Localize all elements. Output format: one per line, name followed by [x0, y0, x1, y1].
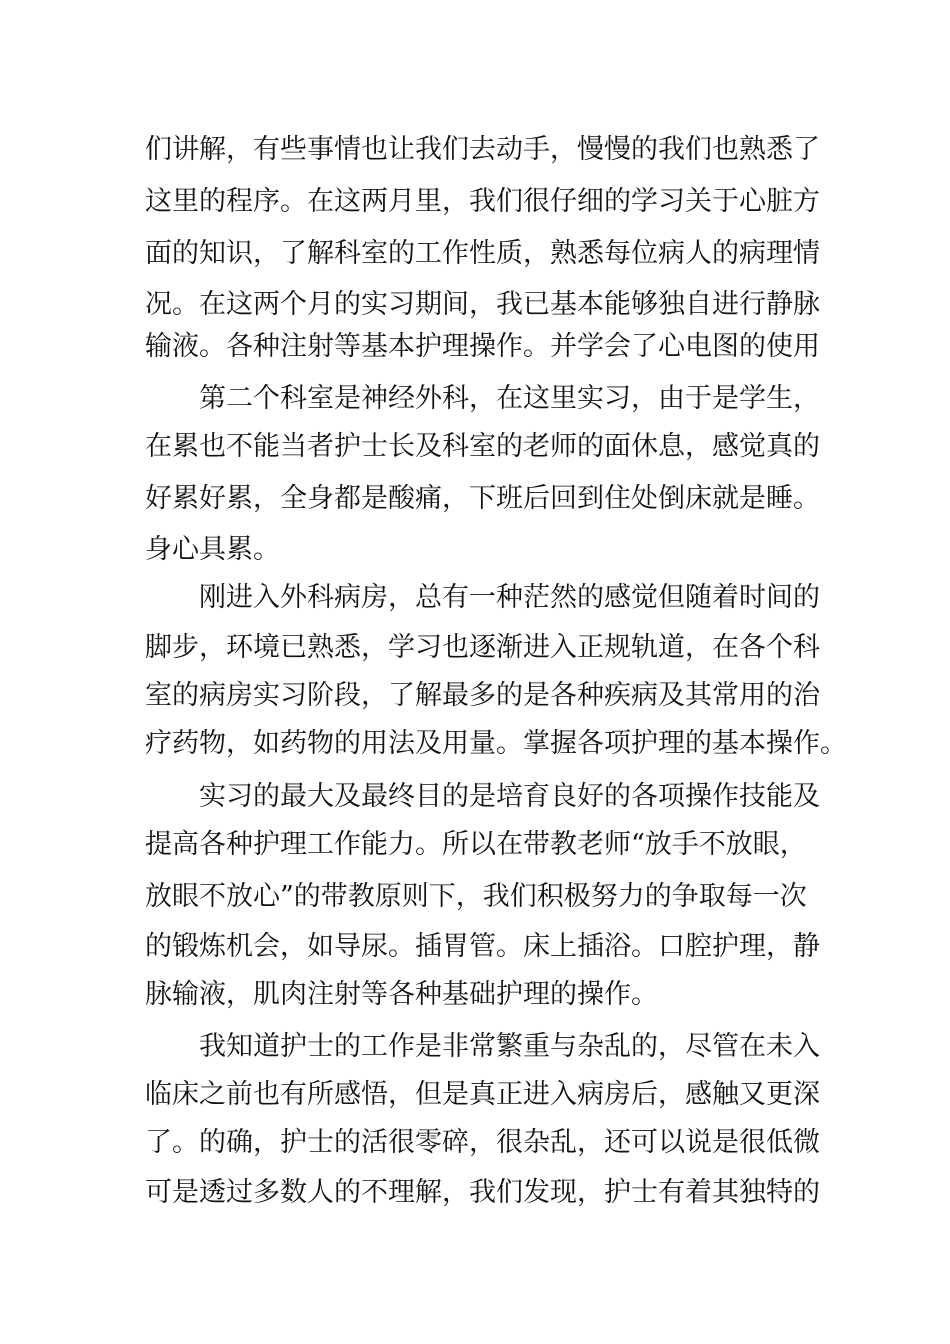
text-line: 输液。各种注射等基本护理操作。并学会了心电图的使用 [145, 331, 820, 362]
text-line: 疗药物，如药物的用法及用量。掌握各项护理的基本操作。 [145, 728, 847, 759]
text-line: 身心具累。 [145, 534, 280, 565]
text-line: 提高各种护理工作能力。所以在带教老师“放手不放眼， [145, 829, 807, 860]
text-line: 脉输液，肌肉注射等各种基础护理的操作。 [145, 979, 658, 1010]
text-line: 临床之前也有所感悟，但是真正进入病房后，感触又更深 [145, 1079, 820, 1110]
text-line: 况。在这两个月的实习期间，我已基本能够独自进行静脉 [145, 289, 820, 320]
text-line: 室的病房实习阶段，了解最多的是各种疾病及其常用的治 [145, 680, 820, 711]
paragraph-first-line: 刚进入外科病房，总有一种茫然的感觉但随着时间的 [199, 582, 820, 613]
paragraph-first-line: 实习的最大及最终目的是培育良好的各项操作技能及 [199, 781, 820, 812]
text-line: 的锻炼机会，如导尿。插胃管。床上插浴。口腔护理，静 [145, 931, 820, 962]
paragraph-first-line: 第二个科室是神经外科，在这里实习，由于是学生， [199, 383, 820, 414]
text-line: 们讲解，有些事情也让我们去动手，慢慢的我们也熟悉了 [145, 134, 820, 165]
text-line: 可是透过多数人的不理解，我们发现，护士有着其独特的 [145, 1177, 820, 1208]
text-line: 了。的确，护士的活很零碎，很杂乱，还可以说是很低微 [145, 1127, 820, 1158]
text-line: 放眼不放心”的带教原则下，我们积极努力的争取每一次 [145, 881, 807, 912]
text-line: 这里的程序。在这两月里，我们很仔细的学习关于心脏方 [145, 186, 820, 217]
text-line: 脚步，环境已熟悉，学习也逐渐进入正规轨道，在各个科 [145, 632, 820, 663]
paragraph-first-line: 我知道护士的工作是非常繁重与杂乱的，尽管在未入 [199, 1031, 820, 1062]
text-line: 面的知识，了解科室的工作性质，熟悉每位病人的病理情 [145, 238, 820, 269]
text-line: 在累也不能当者护士长及科室的老师的面休息，感觉真的 [145, 431, 820, 462]
text-line: 好累好累，全身都是酸痛，下班后回到住处倒床就是睡。 [145, 483, 820, 514]
